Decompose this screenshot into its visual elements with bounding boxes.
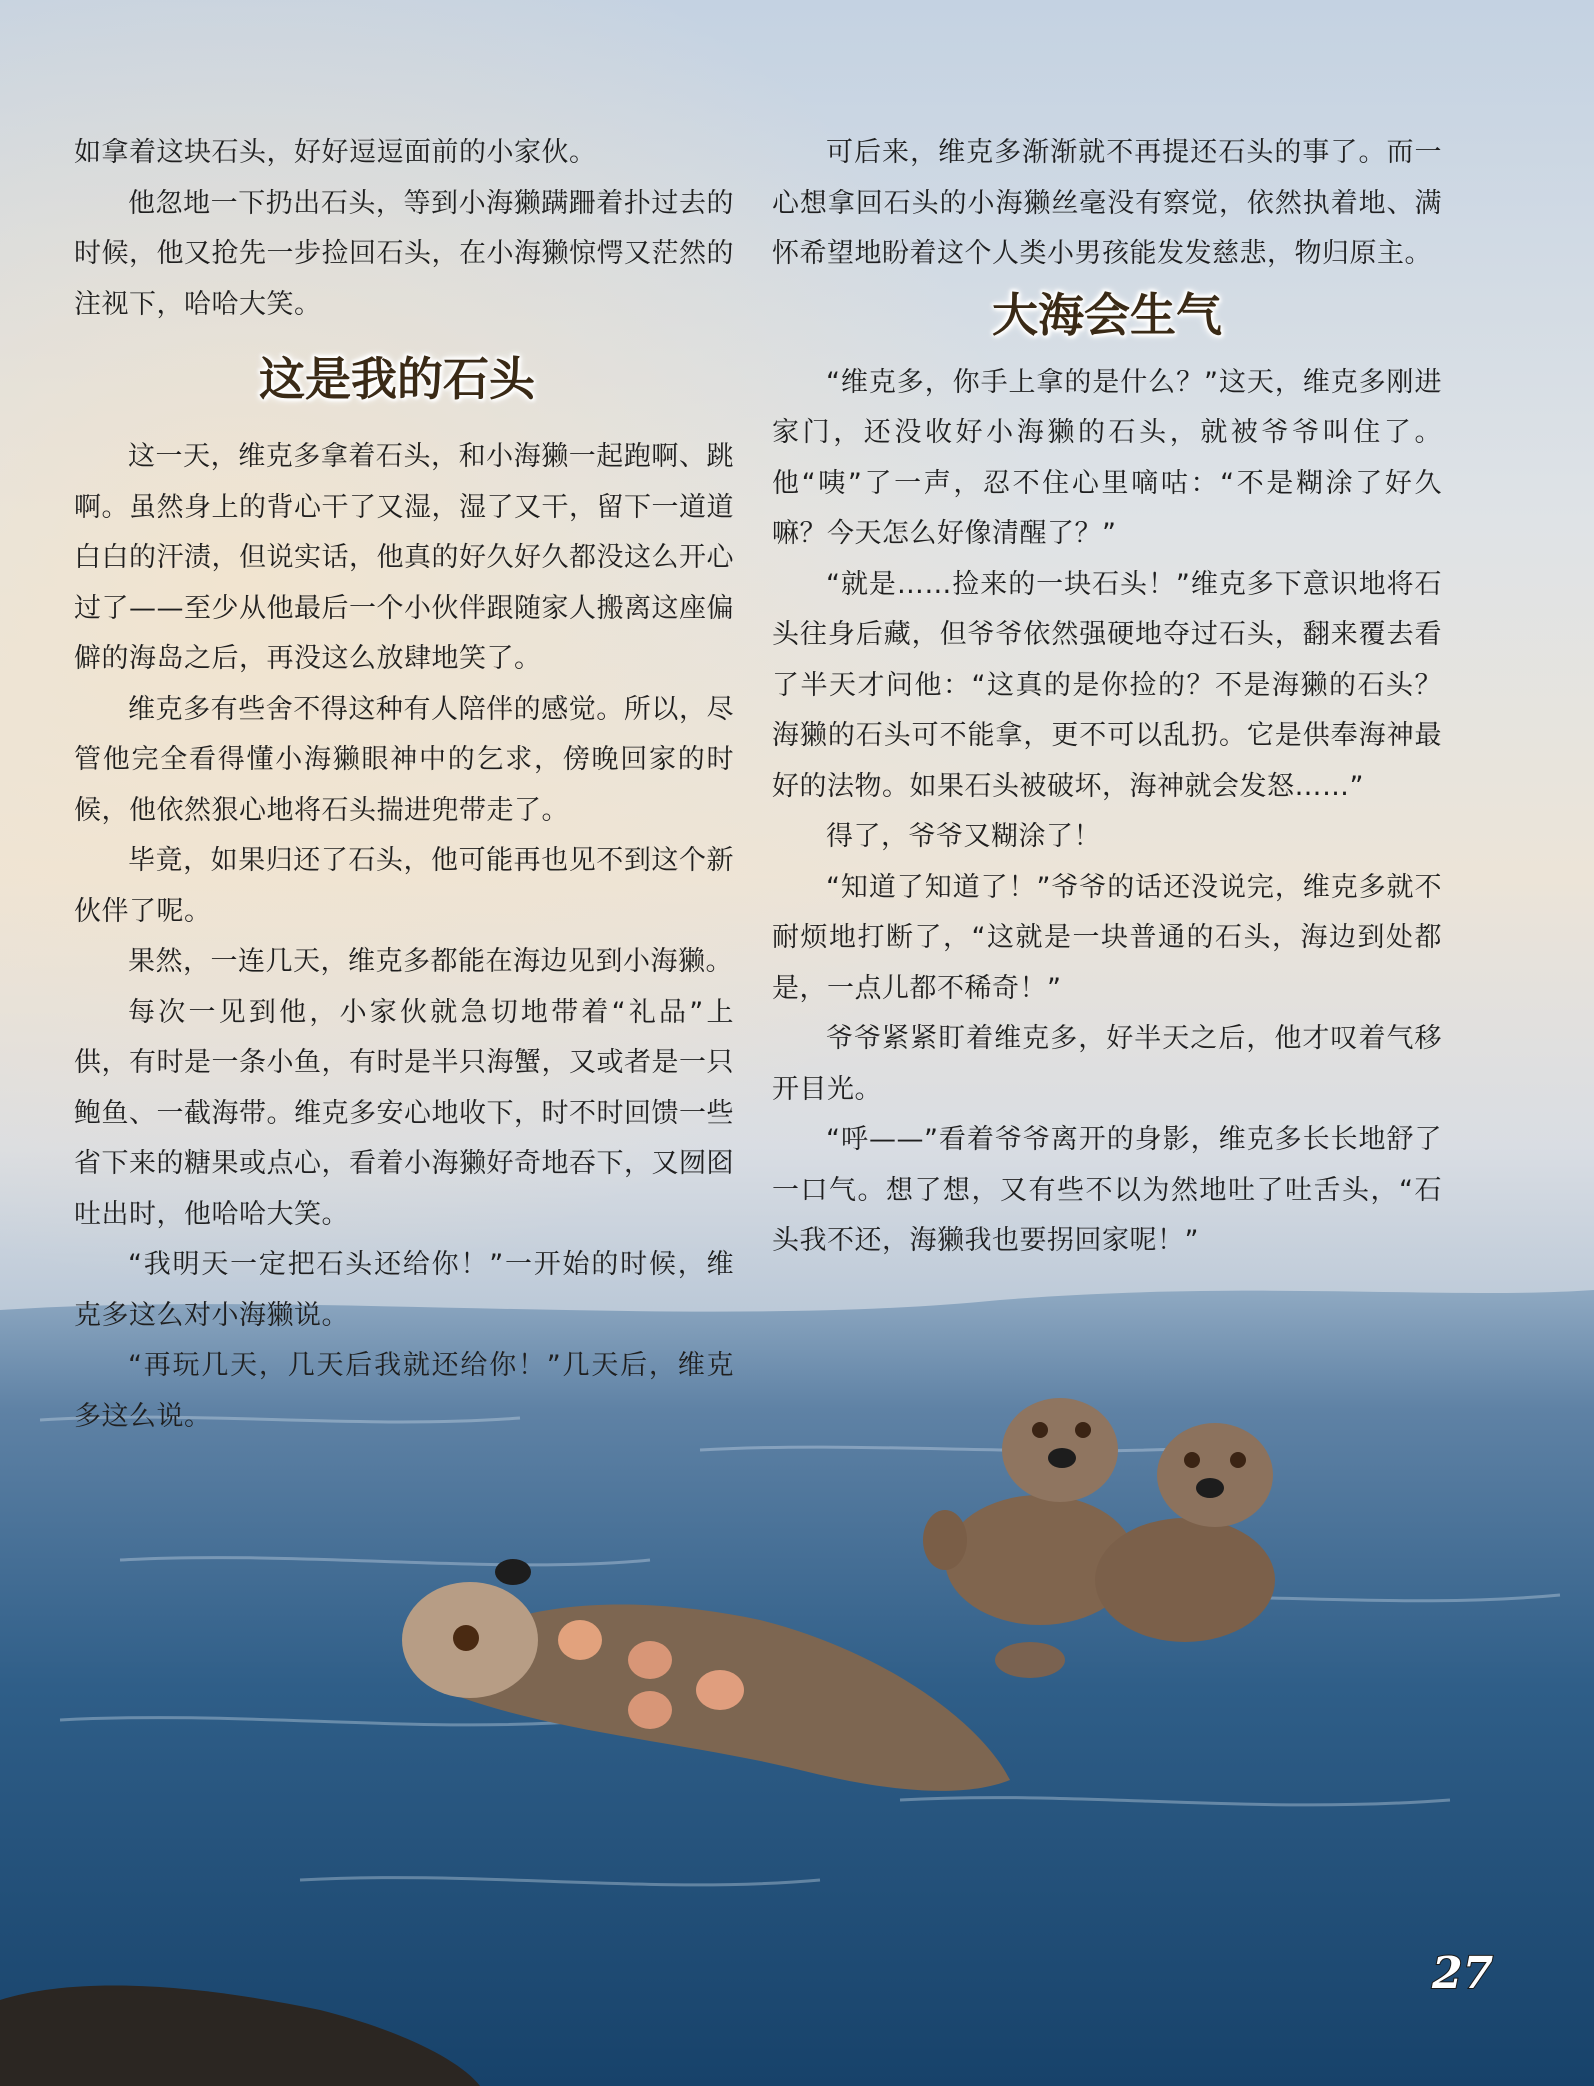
section-heading: 这是我的石头 (259, 352, 535, 406)
paragraph: 每次一见到他，小家伙就急切地带着“礼品”上供，有时是一条小鱼，有时是半只海蟹，又或者是一只鲍鱼、一截海带。维克多安心地收下，时不时回馈一些省下来的糖果或点心，看着小海獭好奇地吞下，又囫囵吐出时，他哈哈大笑。 (74, 996, 734, 1230)
page-number: 27 (1432, 1948, 1494, 1999)
paragraph: 可后来，维克多渐渐就不再提还石头的事了。而一心想拿回石头的小海獭丝毫没有察觉，依然执着地、满怀希望地盼着这个人类小男孩能发发慈悲，物归原主。 (772, 137, 1442, 269)
paragraph: “维克多，你手上拿的是什么？”这天，维克多刚进家门，还没收好小海獭的石头，就被爷爷叫住了。他“咦”了一声，忍不住心里嘀咕：“不是糊涂了好久嘛？今天怎么好像清醒了？” (772, 366, 1442, 549)
paragraph: 果然，一连几天，维克多都能在海边见到小海獭。 (128, 946, 733, 977)
left-column (74, 128, 734, 1442)
paragraph: 他忽地一下扔出石头，等到小海獭蹒跚着扑过去的时候，他又抢先一步捡回石头，在小海獭惊愕又茫然的注视下，哈哈大笑。 (74, 187, 734, 320)
paragraph: “就是……捡来的一块石头！”维克多下意识地将石头往身后藏，但爷爷依然强硬地夺过石头，翻来覆去看了半天才问他：“这真的是你捡的？不是海獭的石头？海獭的石头可不能拿，更不可以乱扔。它是供奉海神最好的法物。如果石头被破坏，海神就会发怒……” (772, 568, 1442, 802)
paragraph: “知道了知道了！”爷爷的话还没说完，维克多就不耐烦地打断了，“这就是一块普通的石头，海边到处都是，一点儿都不稀奇！” (772, 871, 1442, 1004)
paragraph: 如拿着这块石头，好好逗逗面前的小家伙。 (74, 137, 597, 168)
section-heading: 大海会生气 (992, 287, 1222, 342)
right-column (772, 128, 1442, 1267)
paragraph: “再玩几天，几天后我就还给你！”几天后，维克多这么说。 (74, 1350, 734, 1432)
paragraph: “呼——”看着爷爷离开的身影，维克多长长地舒了一口气。想了想，又有些不以为然地吐了吐舌头，“石头我不还，海獭我也要拐回家呢！” (772, 1124, 1442, 1256)
paragraph: “我明天一定把石头还给你！”一开始的时候，维克多这么对小海獭说。 (74, 1249, 734, 1331)
paragraph: 爷爷紧紧盯着维克多，好半天之后，他才叹着气移开目光。 (772, 1023, 1442, 1105)
paragraph: 毕竟，如果归还了石头，他可能再也见不到这个新伙伴了呢。 (74, 845, 734, 927)
paragraph: 维克多有些舍不得这种有人陪伴的感觉。所以，尽管他完全看得懂小海獭眼神中的乞求，傍晚回家的时候，他依然狠心地将石头揣进兜带走了。 (74, 693, 734, 826)
paragraph: 这一天，维克多拿着石头，和小海獭一起跑啊、跳啊。虽然身上的背心干了又湿，湿了又干，留下一道道白白的汗渍，但说实话，他真的好久好久都没这么开心过了——至少从他最后一个小伙伴跟随家人搬离这座偏僻的海岛之后，再没这么放肆地笑了。 (74, 441, 734, 674)
paragraph: 得了，爷爷又糊涂了！ (826, 821, 1101, 852)
